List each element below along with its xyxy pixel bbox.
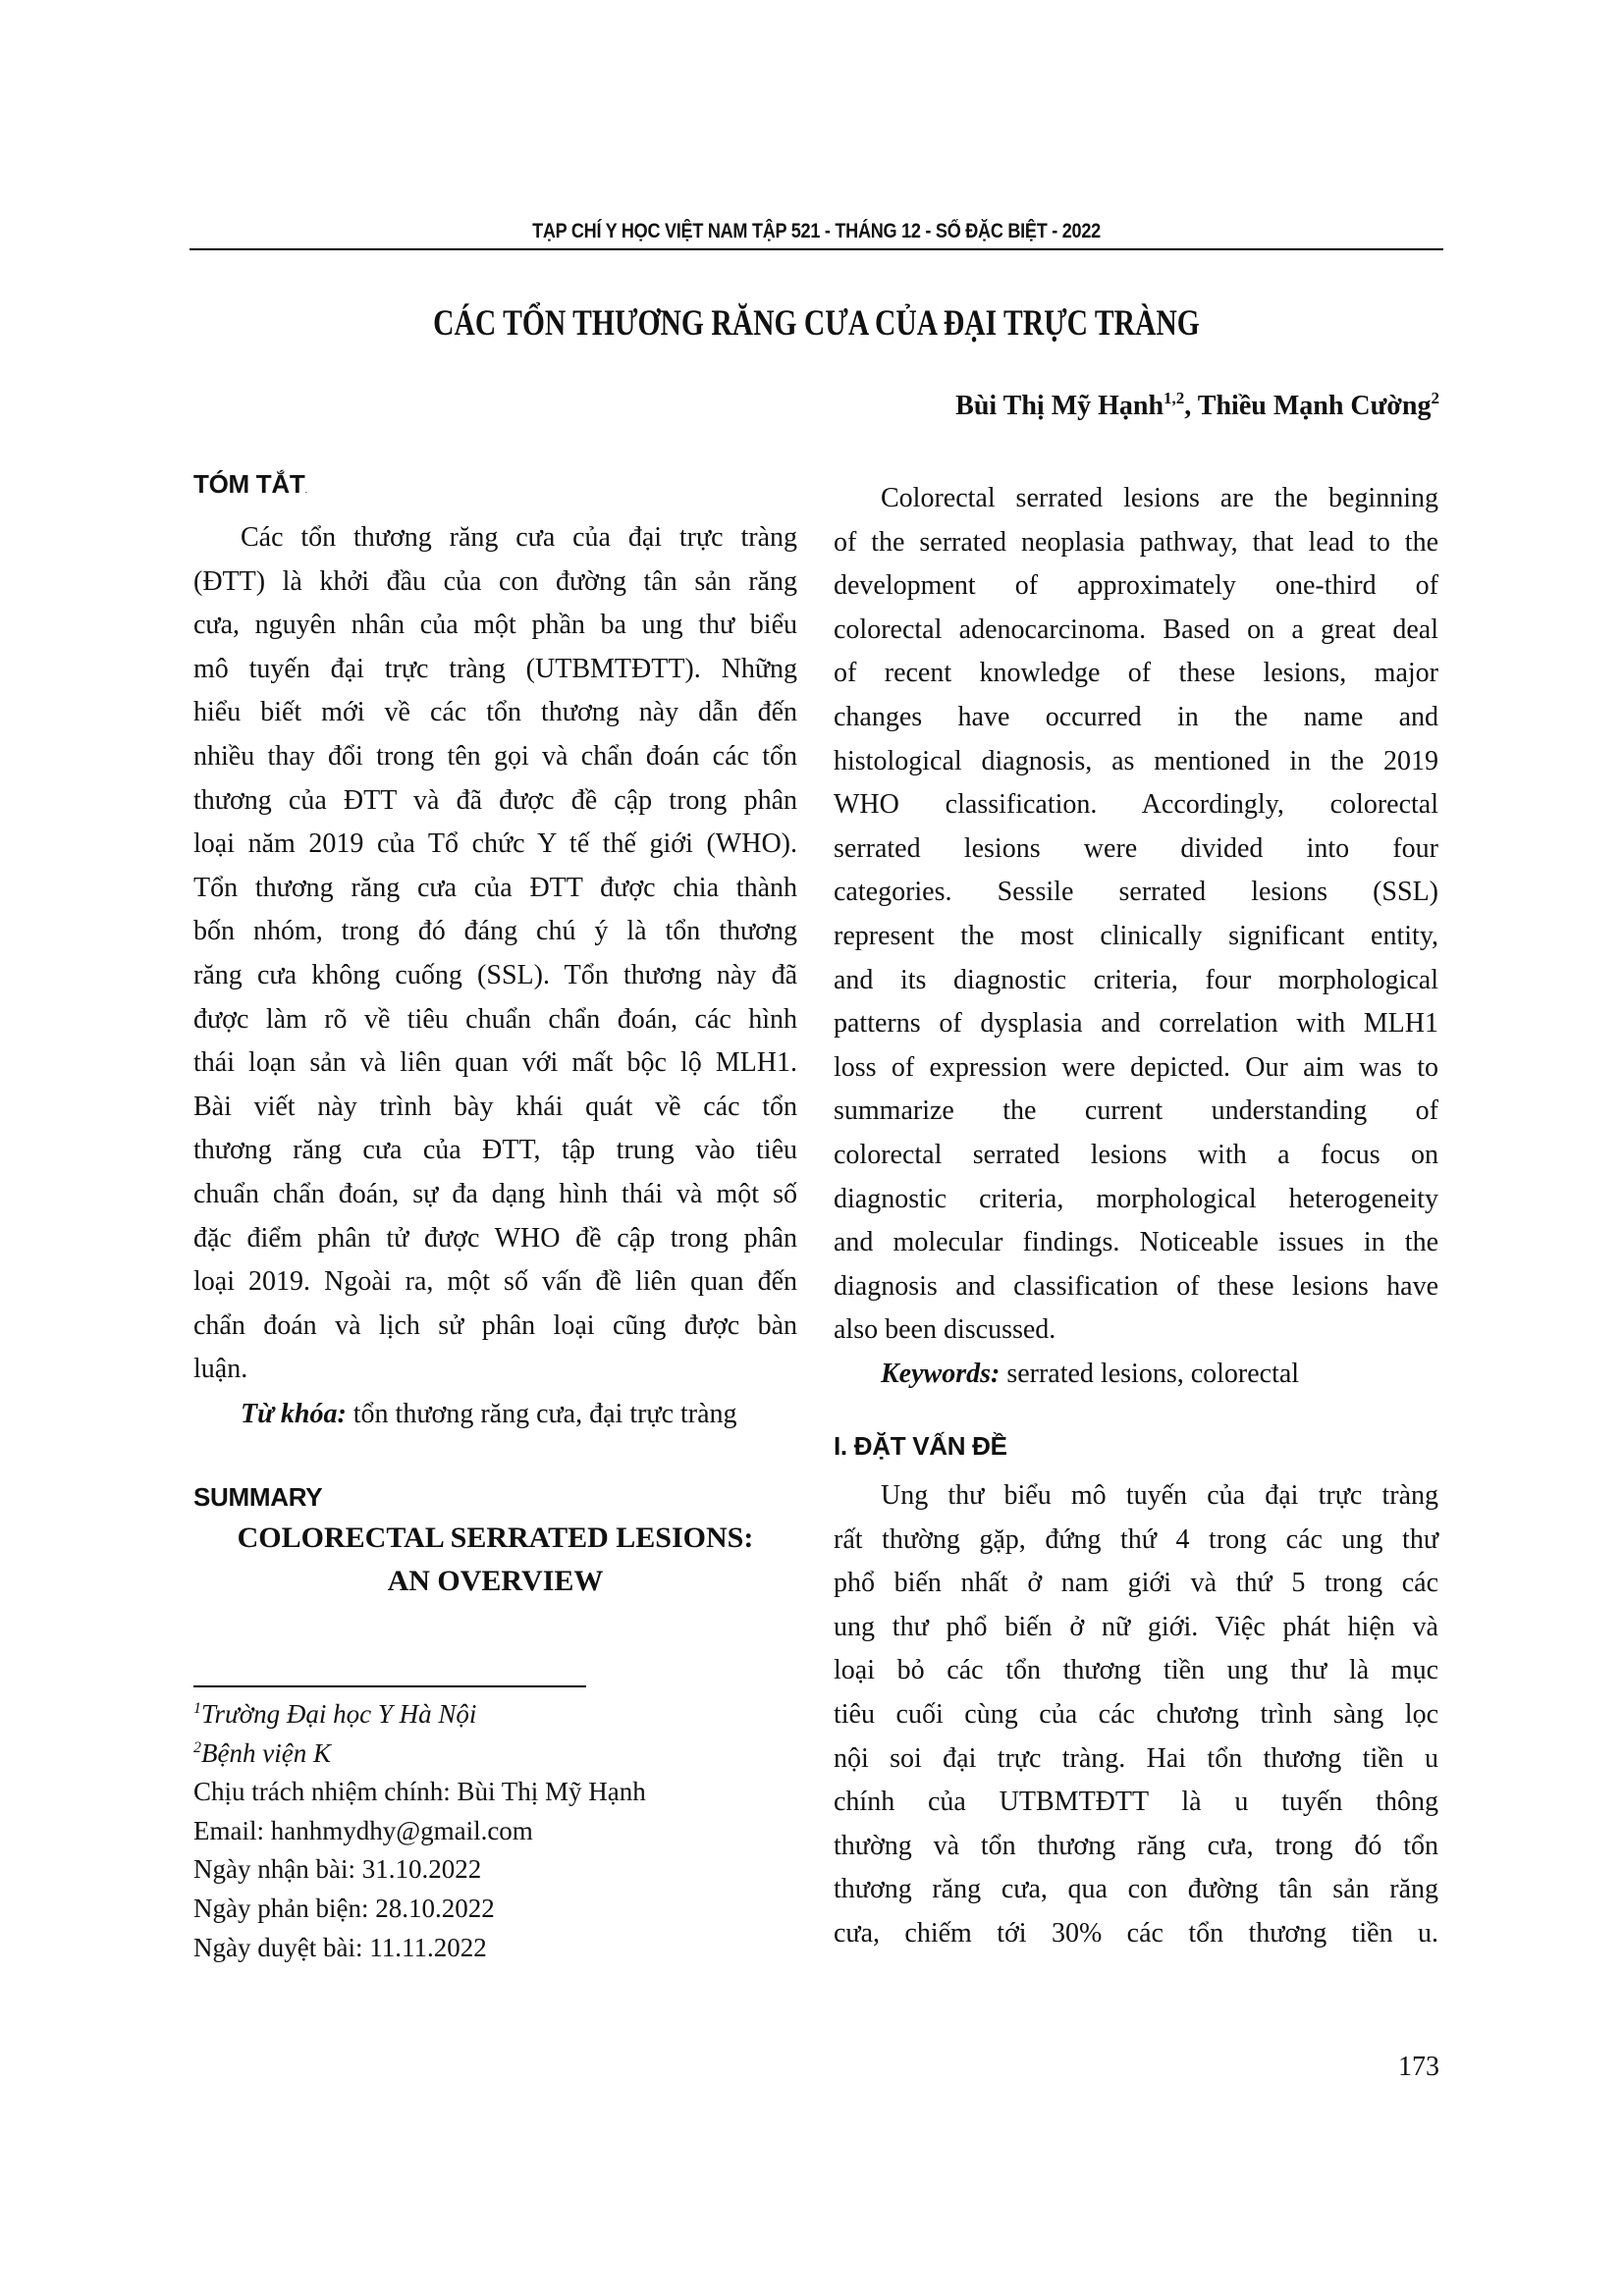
text-line: thường và tổn thương răng cưa, trong đó tổn <box>834 1830 1438 1861</box>
text-line: and its diagnostic criteria, four morphological <box>834 964 1438 995</box>
summary-title-line-2: AN OVERVIEW <box>387 1565 604 1597</box>
text-line: chẩn đoán và lịch sử phân loại cũng được bàn <box>193 1309 797 1341</box>
text-line: nội soi đại trực tràng. Hai tổn thương tiền u <box>834 1742 1438 1774</box>
text-line: represent the most clinically significant entity, <box>834 920 1438 951</box>
text-line: đặc điểm phân tử được WHO đề cập trong phân <box>193 1222 797 1254</box>
text-line: thương răng cưa, qua con đường tân sản răng <box>834 1874 1438 1905</box>
footnote-rule <box>193 1685 586 1687</box>
author-separator: , <box>1184 391 1198 421</box>
text-line: colorectal adenocarcinoma. Based on a great deal <box>834 614 1438 645</box>
text-line: histological diagnosis, as mentioned in the 2019 <box>834 745 1438 776</box>
footnote-affiliation-2 <box>193 1735 797 1774</box>
text-line: (ĐTT) là khởi đầu của con đường tân sản răng <box>193 565 797 597</box>
text-line: loss of expression were depicted. Our aim was to <box>834 1051 1438 1083</box>
text-line: được làm rõ về tiêu chuẩn chẩn đoán, các hình <box>193 1003 797 1035</box>
abstract-vi-heading-dot: . <box>304 485 307 496</box>
author-list <box>955 391 1439 422</box>
text-line: of the serrated neoplasia pathway, that lead to the <box>834 526 1438 558</box>
text-line: diagnostic criteria, morphological heterogeneity <box>834 1183 1438 1214</box>
text-line: changes have occurred in the name and <box>834 701 1438 732</box>
text-line: thương của ĐTT và đã được đề cập trong phân <box>193 784 797 816</box>
abstract-vi-heading-text: TÓM TẮT <box>193 469 305 499</box>
author-name: Bùi Thị Mỹ Hạnh <box>955 391 1164 421</box>
text-line: chính của UTBMTĐTT là u tuyến thông <box>834 1787 1438 1818</box>
footnote-marker: 2 <box>193 1738 201 1756</box>
text-line: phổ biến nhất ở nam giới và thứ 5 trong các <box>834 1568 1438 1599</box>
text-line: cưa, nguyên nhân của một phần ba ung thư biểu <box>193 610 797 641</box>
corresponding-author: Chịu trách nhiệm chính: Bùi Thị Mỹ Hạnh <box>193 1777 646 1807</box>
text-line: serrated lesions were divided into four <box>834 832 1438 864</box>
text-line: mô tuyến đại trực tràng (UTBMTĐTT). Những <box>193 653 797 684</box>
abstract-vi-keywords <box>193 1393 797 1437</box>
abstract-en-body <box>834 477 1438 1353</box>
running-head: TẠP CHÍ Y HỌC VIỆT NAM TẬP 521 - THÁNG 12 - SỐ ĐẶC BIỆT - 2022 <box>532 220 1101 242</box>
article-title: CÁC TỔN THƯƠNG RĂNG CƯA CỦA ĐẠI TRỰC TRÀNG <box>433 303 1200 344</box>
text-line: Colorectal serrated lesions are the beginning <box>881 483 1438 513</box>
keywords-label: Từ khóa: <box>241 1399 347 1429</box>
footnote-marker: 1 <box>193 1700 201 1717</box>
header-rule <box>189 248 1443 250</box>
text-line: WHO classification. Accordingly, colorectal <box>834 789 1438 821</box>
accepted-date: Ngày duyệt bài: 11.11.2022 <box>193 1932 487 1962</box>
text-line: and molecular findings. Noticeable issues in the <box>834 1227 1438 1258</box>
text-line: bốn nhóm, trong đó đáng chú ý là tổn thương <box>193 916 797 947</box>
text-line: patterns of dysplasia and correlation with MLH1 <box>834 1008 1438 1040</box>
text-line: loại năm 2019 của Tổ chức Y tế thế giới (WHO). <box>193 828 797 860</box>
text-line: loại 2019. Ngoài ra, một số vấn đề liên quan đến <box>193 1266 797 1298</box>
text-line: tiêu cuối cùng của các chương trình sàng lọc <box>834 1698 1438 1730</box>
footnotes <box>193 1695 797 1967</box>
affiliation-text: Trường Đại học Y Hà Nội <box>201 1699 477 1729</box>
reviewed-date: Ngày phản biện: 28.10.2022 <box>193 1893 495 1923</box>
email-line: Email: hanhmydhy@gmail.com <box>193 1815 533 1845</box>
text-line: nhiều thay đổi trong tên gọi và chẩn đoán các tổn <box>193 740 797 772</box>
text-line: categories. Sessile serrated lesions (SSL) <box>834 877 1438 908</box>
footnote-affiliation-1 <box>193 1695 797 1735</box>
author-affiliation: 2 <box>1431 389 1439 407</box>
section-heading: I. ĐẶT VẤN ĐỀ <box>834 1431 1007 1461</box>
author-affiliation: 1,2 <box>1164 389 1185 407</box>
received-date: Ngày nhận bài: 31.10.2022 <box>193 1854 482 1885</box>
text-line: development of approximately one-third of <box>834 570 1438 602</box>
abstract-en-keywords <box>834 1353 1438 1397</box>
text-line: diagnosis and classification of these lesions have <box>834 1270 1438 1302</box>
section-1-body <box>834 1474 1438 1956</box>
affiliation-text: Bệnh viện K <box>201 1737 331 1768</box>
text-line: colorectal serrated lesions with a focus on <box>834 1139 1438 1170</box>
text-line: rất thường gặp, đứng thứ 4 trong các ung thư <box>834 1523 1438 1555</box>
text-line: ung thư phổ biến ở nữ giới. Việc phát hiện và <box>834 1611 1438 1642</box>
text-line: of recent knowledge of these lesions, major <box>834 658 1438 689</box>
summary-heading: SUMMARY <box>193 1482 323 1512</box>
summary-title-line-1: COLORECTAL SERRATED LESIONS: <box>237 1522 754 1554</box>
text-line: also been discussed. <box>834 1314 1056 1346</box>
page-number: 173 <box>1398 2052 1439 2082</box>
text-line: Các tổn thương răng cưa của đại trực tràng <box>241 522 797 553</box>
keywords-line <box>834 1353 1438 1397</box>
text-line: thái loạn sản và liên quan với mất bộc lộ MLH1. <box>193 1047 797 1079</box>
author-name: Thiều Mạnh Cường <box>1197 391 1432 421</box>
text-line: răng cưa không cuống (SSL). Tổn thương này đã <box>193 959 797 990</box>
text-line: thương răng cưa của ĐTT, tập trung vào tiêu <box>193 1135 797 1166</box>
text-line: Bài viết này trình bày khái quát về các tổn <box>193 1091 797 1122</box>
text-line: Tổn thương răng cưa của ĐTT được chia thành <box>193 872 797 903</box>
keywords-text: serrated lesions, colorectal <box>1000 1359 1300 1389</box>
keywords-text: tổn thương răng cưa, đại trực tràng <box>346 1399 737 1429</box>
keywords-label: Keywords: <box>881 1359 1001 1389</box>
text-line: hiểu biết mới về các tổn thương này dẫn đến <box>193 697 797 728</box>
text-line: Ung thư biểu mô tuyến của đại trực tràng <box>881 1480 1438 1511</box>
abstract-vi-heading <box>193 469 307 500</box>
text-line: cưa, chiếm tới 30% các tổn thương tiền u. <box>834 1917 1438 1949</box>
abstract-vi-body <box>193 516 797 1392</box>
text-line: summarize the current understanding of <box>834 1095 1438 1127</box>
text-line: chuẩn chẩn đoán, sự đa dạng hình thái và một số <box>193 1178 797 1209</box>
text-line: luận. <box>193 1354 248 1385</box>
keywords-line <box>193 1393 797 1437</box>
text-line: loại bỏ các tổn thương tiền ung thư là mục <box>834 1655 1438 1686</box>
